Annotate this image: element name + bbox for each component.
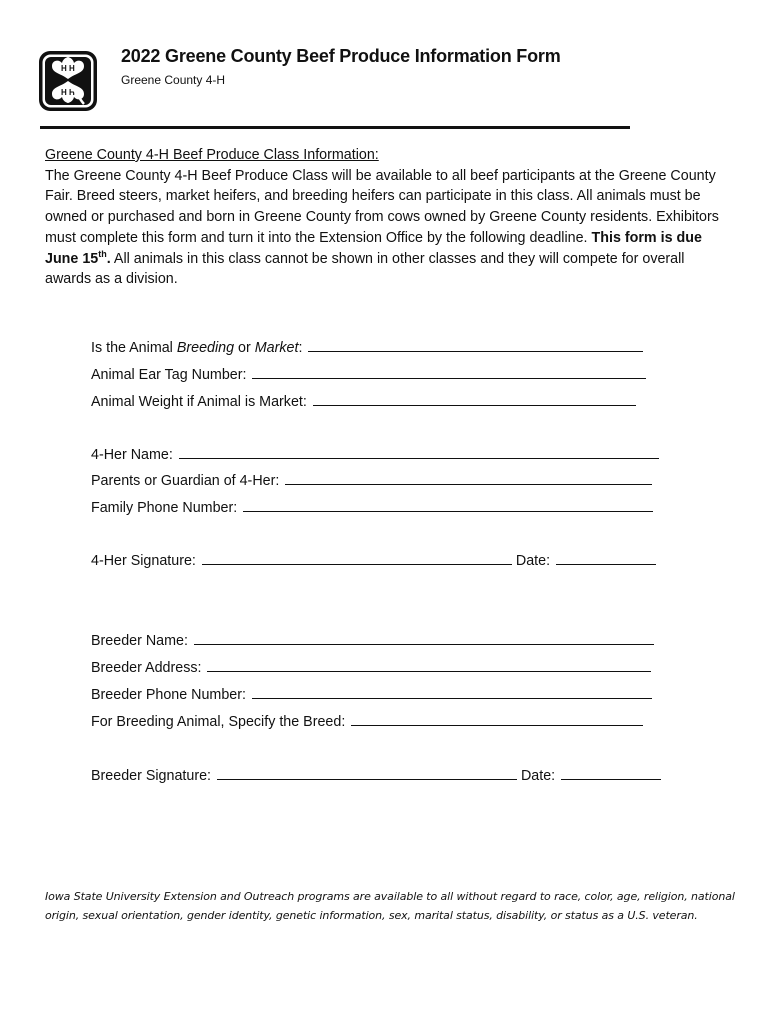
breeder-address-input[interactable]	[207, 657, 651, 672]
svg-text:H: H	[61, 88, 67, 97]
family-phone-field: Family Phone Number:	[91, 497, 653, 516]
ear-tag-input[interactable]	[252, 364, 646, 379]
member-name-field: 4-Her Name:	[91, 444, 659, 463]
class-information-text-end: All animals in this class cannot be shown in other classes and they will compete for overall awards as a division.	[45, 250, 685, 288]
breeder-name-field: Breeder Name:	[91, 630, 654, 649]
svg-text:H: H	[69, 88, 75, 97]
breed-input[interactable]	[351, 711, 643, 726]
member-name-input[interactable]	[179, 444, 659, 459]
animal-type-field: Is the Animal Breeding or Market:	[91, 337, 643, 356]
breeder-name-input[interactable]	[194, 630, 654, 645]
member-signature-input[interactable]	[202, 550, 512, 565]
class-information-text: The Greene County 4-H Beef Produce Class will be available to all beef participants at the Greene County Fair. Breed steers, market heifers, and breeding heifers can participate in this class. All animals must be owned or purchased and born in Greene County from cows owned by Greene County residents. Exhibitors must complete this form and turn it into the Extension Office by the following deadline.	[45, 167, 719, 246]
breeder-signature-input[interactable]	[217, 765, 517, 780]
parents-input[interactable]	[285, 470, 652, 485]
animal-weight-input[interactable]	[313, 391, 636, 406]
deadline-notice: This form is due June 15th.	[45, 229, 702, 267]
breeder-date-input[interactable]	[561, 765, 661, 780]
breeder-address-field: Breeder Address:	[91, 657, 651, 676]
family-phone-input[interactable]	[243, 497, 653, 512]
header-divider	[40, 126, 630, 129]
member-date-label: Date:	[515, 553, 551, 569]
breed-field: For Breeding Animal, Specify the Breed:	[91, 711, 643, 730]
nondiscrimination-statement: Iowa State University Extension and Outreach programs are available to all without regard to race, color, age, religion, national origin, sexual orientation, gender identity, genetic information, sex, marital status, disability, or status as a U.S. veteran.	[45, 890, 735, 922]
parents-field: Parents or Guardian of 4-Her:	[91, 470, 652, 489]
breeder-phone-field: Breeder Phone Number:	[91, 684, 652, 703]
class-information-heading: Greene County 4-H Beef Produce Class Information:	[45, 147, 379, 163]
form-subtitle: Greene County 4-H	[121, 73, 226, 87]
animal-weight-field: Animal Weight if Animal is Market:	[91, 391, 636, 410]
animal-type-input[interactable]	[308, 337, 643, 352]
ear-tag-field: Animal Ear Tag Number:	[91, 364, 646, 383]
member-date-input[interactable]	[556, 550, 656, 565]
4-h-clover-logo	[38, 50, 98, 112]
svg-text:H: H	[69, 64, 75, 73]
breeder-phone-input[interactable]	[252, 684, 652, 699]
form-title: 2022 Greene County Beef Produce Information Form	[121, 46, 561, 66]
breeder-signature-field: Breeder Signature: Date:	[91, 765, 661, 784]
svg-text:H: H	[61, 64, 67, 73]
breeder-date-label: Date:	[520, 768, 556, 784]
class-information	[45, 145, 725, 290]
member-signature-field: 4-Her Signature: Date:	[91, 550, 656, 569]
